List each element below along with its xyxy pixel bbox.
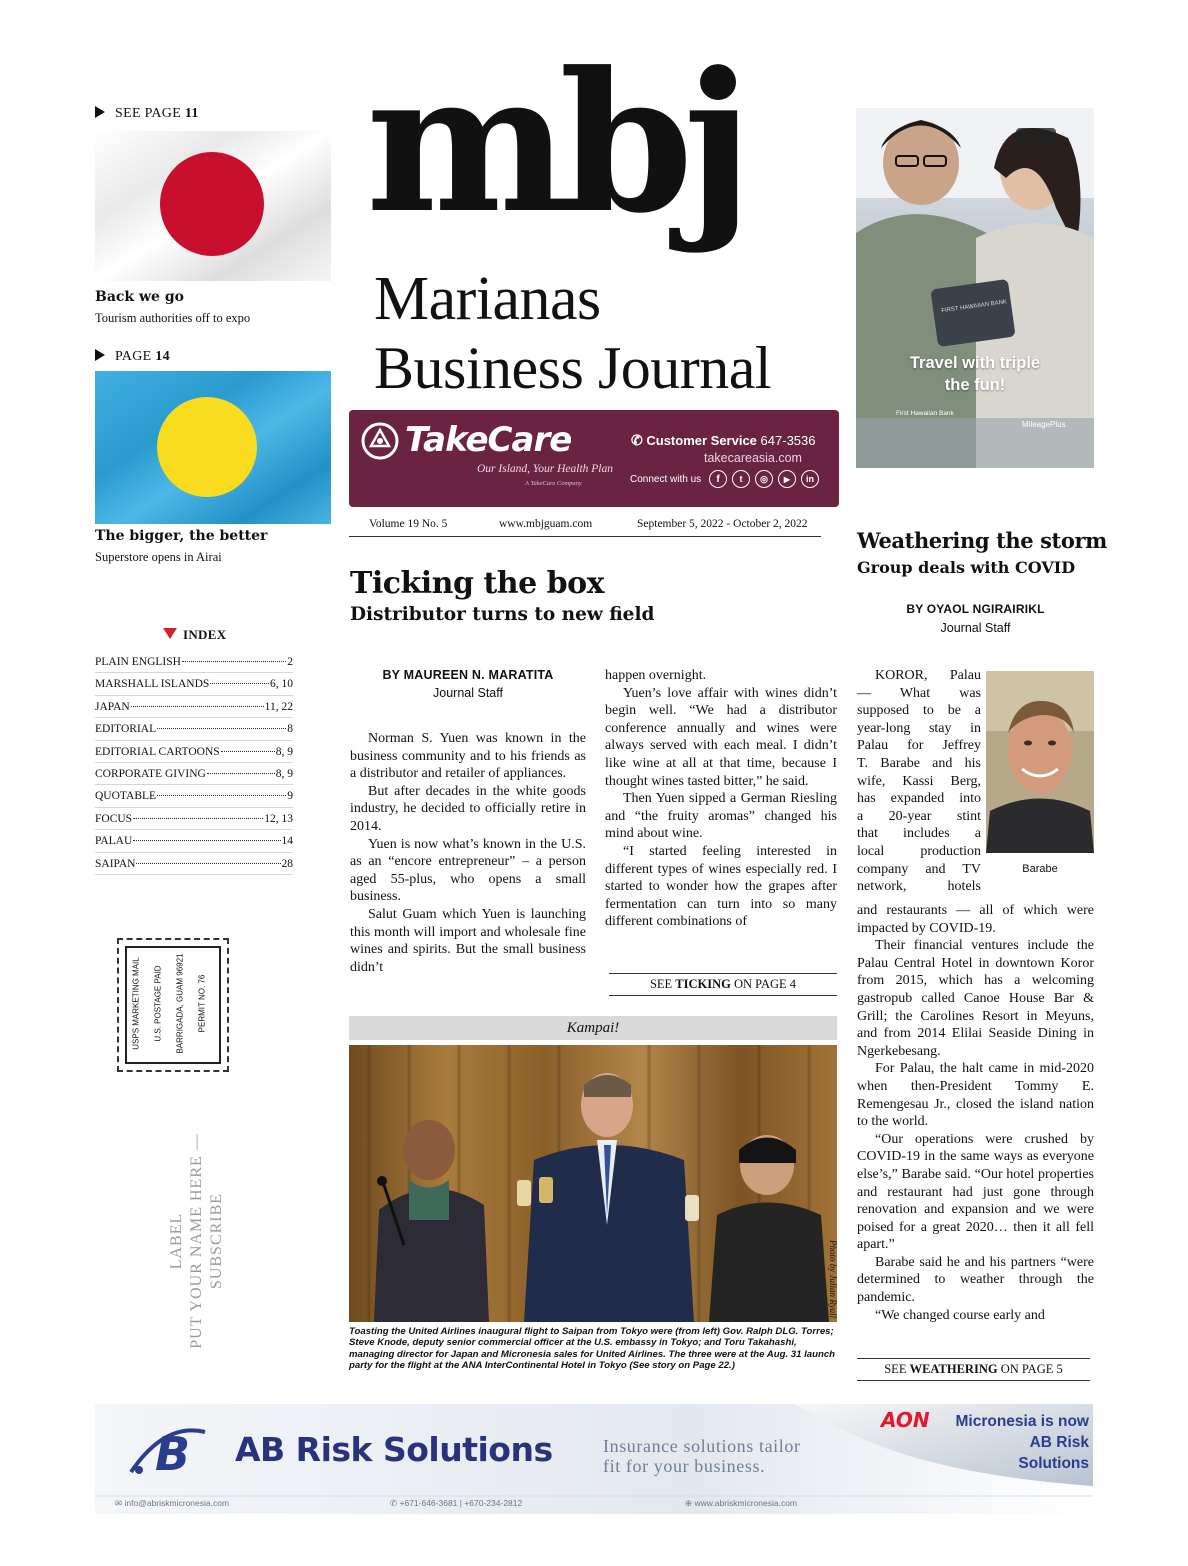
takecare-parent: A TakeCare Company [525, 480, 582, 487]
text-line: T. Barabe and his [857, 755, 981, 771]
masthead-logo[interactable]: mbj [366, 31, 743, 256]
index-entry[interactable]: FOCUS 12, 13 [95, 808, 293, 830]
paragraph-continued: happen overnight. [605, 668, 707, 683]
photo-kampai [349, 1045, 837, 1322]
label-text: LABEL [168, 1212, 185, 1270]
index-entry[interactable]: MARSHALL ISLANDS 6, 10 [95, 673, 293, 695]
index-title: INDEX [163, 627, 226, 643]
story-column-wide [857, 902, 1094, 1324]
ab-risk-notice: AB Risk [1029, 1434, 1089, 1451]
takecare-logo-icon [361, 422, 399, 460]
label-text: SUBSCRIBE [208, 1192, 225, 1290]
index-entry[interactable]: CORPORATE GIVING 8, 9 [95, 763, 293, 785]
stamp-line: PERMIT NO. 76 [197, 974, 207, 1033]
phone-icon: ✆ [631, 432, 643, 448]
twitter-icon[interactable]: t [732, 470, 750, 488]
phone-icon: ✆ [390, 1498, 398, 1508]
byline-block [350, 668, 586, 700]
byline-staff: Journal Staff [433, 686, 503, 700]
svg-text:B: B [155, 1427, 191, 1478]
photo-credit: Photo by Julian Ryall [828, 1240, 838, 1319]
stamp-line: U.S. POSTAGE PAID [153, 965, 163, 1042]
index-entry[interactable]: EDITORIAL 8 [95, 718, 293, 740]
text-line: a 20-year stint [857, 808, 981, 824]
byline: BY OYAOL NGIRAIRIKL [906, 602, 1045, 616]
story-headline[interactable]: Ticking the box [350, 566, 604, 601]
triangle-down-icon [163, 628, 177, 639]
youtube-icon[interactable]: ▶ [778, 470, 796, 488]
paragraph: Salut Guam which Yuen is launching this month will import and wholesale fine wines and spirits. But the small business didn’t [350, 906, 586, 975]
text-line: supposed to be a [857, 703, 981, 719]
travel-ad-headline: Travel with triple [909, 354, 1041, 372]
masthead-name-line1: Marianas [374, 265, 601, 333]
takecare-tagline: Our Island, Your Health Plan [477, 463, 613, 475]
ab-risk-tagline: Insurance solutions tailor [603, 1436, 801, 1456]
text-line: local production [857, 843, 981, 859]
facebook-icon[interactable]: f [709, 470, 727, 488]
label-text: PUT YOUR NAME HERE — [188, 1133, 205, 1349]
story-column-narrow [857, 667, 981, 896]
text-line: KOROR, Palau [875, 668, 981, 683]
takecare-brand: TakeCare [405, 420, 572, 460]
travel-ad-partner: MileagePlus [1022, 420, 1066, 429]
photo-title: Kampai! [566, 1020, 620, 1036]
triangle-right-icon [95, 349, 105, 361]
issue-rule [349, 536, 821, 537]
ab-risk-notice: Solutions [1018, 1455, 1089, 1472]
takecare-connect: Connect with us [630, 474, 702, 485]
ab-risk-tagline: fit for your business. [603, 1456, 766, 1476]
masthead-name-line2: Business Journal [374, 335, 771, 401]
linkedin-icon[interactable]: in [801, 470, 819, 488]
text-line: that includes a [857, 826, 981, 842]
index-entry[interactable]: SAIPAN 28 [95, 853, 293, 875]
story-column-1 [350, 730, 586, 976]
text-line: network, hotels [857, 879, 981, 895]
takecare-website[interactable]: takecareasia.com [704, 451, 802, 465]
story-headline[interactable]: Weathering the storm [857, 528, 1107, 553]
story-subhead: Group deals with COVID [857, 558, 1076, 577]
index-entry[interactable]: QUOTABLE 9 [95, 785, 293, 807]
ab-risk-notice: Micronesia is now [955, 1413, 1089, 1430]
index-entry[interactable]: PALAU 14 [95, 830, 293, 852]
ab-risk-web[interactable]: ⊕ www.abriskmicronesia.com [685, 1498, 797, 1508]
teaser-headline[interactable]: Back we go [95, 289, 184, 305]
ab-risk-email[interactable]: ✉ info@abriskmicronesia.com [115, 1498, 230, 1508]
headshot-barabe [986, 671, 1094, 853]
byline: BY MAUREEN N. MARATITA [382, 668, 554, 682]
paragraph: “Our operations were crushed by COVID-19 in the same ways as everyone else’s,” Barabe said. “Our hotel properties and restaurant had just gone through renovation and expansion and we were poised for a great 2020… then it all fell apart.” [857, 1131, 1094, 1253]
index-entry[interactable]: PLAIN ENGLISH 2 [95, 651, 293, 673]
postage-stamp [117, 938, 229, 1072]
globe-icon: ⊕ [685, 1498, 693, 1508]
text-line: — What was [857, 685, 981, 701]
see-page-14-line[interactable]: PAGE 14 [95, 349, 170, 365]
paragraph: Their financial ventures include the Palau Central Hotel in downtown Koror from 2015, which has a welcoming gastropub called Canoe House Bar & Grill; the Carolines Resort in Meyuns, and from 2014 Elilai Seaside Dining in Ngerkebesang. [857, 938, 1094, 1059]
paragraph-continued: and restaurants — all of which were impacted by COVID-19. [857, 903, 1094, 936]
see-page-11-line[interactable]: SEE PAGE 11 [95, 106, 199, 122]
teaser-headline[interactable]: The bigger, the better [95, 528, 268, 544]
story-subhead: Distributor turns to new field [350, 604, 655, 625]
ab-risk-ad[interactable] [95, 1404, 1093, 1514]
travel-ad-photo [856, 108, 1094, 468]
text-line: wife, Kassi Berg, [857, 773, 981, 789]
teaser-subhead: Tourism authorities off to expo [95, 311, 251, 325]
ab-risk-phone[interactable]: ✆ +671-646-3681 | +670-234-2812 [390, 1498, 523, 1508]
palau-flag-image [95, 371, 331, 524]
triangle-right-icon [95, 106, 105, 118]
index-list [95, 651, 293, 875]
issue-dates: September 5, 2022 - October 2, 2022 [637, 518, 808, 530]
stamp-line: USPS MARKETING MAIL [131, 957, 141, 1050]
takecare-ad[interactable] [349, 410, 839, 507]
social-icons [709, 470, 819, 488]
index-entry[interactable]: EDITORIAL CARTOONS 8, 9 [95, 741, 293, 763]
text-line: year-long stay in [857, 720, 981, 736]
paragraph: But after decades in the white goods industry, he decided to officially retire in 2014. [350, 783, 586, 834]
paragraph: “I started feeling interested in different types of wines especially red. I started to wonder how the grapes after fermentation can turn into so many different combinations of [605, 843, 837, 930]
photo-caption: Toasting the United Airlines inaugural flight to Saipan from Tokyo were (from left) Gov. Ralph DLG. Torres; Steve Knode, deputy senior commercial officer at the U.S. embassy in Tokyo; and Toru Takahashi, managing director for Japan and Micronesia sales for United Airlines. The three were at the Aug. 31 launch party for the flight at the ANA InterContinental Hotel in Tokyo (See story on Page 22.) [349, 1326, 836, 1372]
paragraph: Yuen is now what’s known in the U.S. as an “encore entrepreneur” – a person aged 55-plus, who opens a small business. [350, 836, 586, 905]
text-line: has expanded into [857, 791, 981, 807]
photo-title-bar [349, 1016, 837, 1040]
paragraph: Barabe said he and his partners “were determined to weather through the pandemic. [857, 1254, 1094, 1306]
stamp-line: BARRIGADA, GUAM 96921 [175, 953, 185, 1054]
paragraph: Yuen’s love affair with wines didn’t begin well. “We had a distributor conference annually and wines were always served with each meal. I didn’t like wine at all at that time, because I thought wines tasted bitter,” he said. [605, 685, 837, 789]
instagram-icon[interactable]: ◎ [755, 470, 773, 488]
byline-staff: Journal Staff [940, 621, 1011, 635]
issue-website[interactable]: www.mbjguam.com [499, 518, 593, 530]
email-icon: ✉ [115, 1498, 123, 1508]
travel-ad-bank: First Hawaiian Bank [896, 410, 954, 417]
jump-line-ticking[interactable]: SEE TICKING ON PAGE 4 [609, 973, 837, 996]
teaser-subhead: Superstore opens in Airai [95, 550, 222, 564]
story-column-2 [605, 667, 837, 931]
paragraph: “We changed course early and [875, 1307, 1045, 1323]
travel-ad[interactable] [856, 108, 1094, 468]
ab-risk-brand: AB Risk Solutions [235, 1430, 553, 1469]
paragraph: Norman S. Yuen was known in the business community and to his friends as a distributor and retailer of appliances. [350, 731, 586, 782]
issue-volume: Volume 19 No. 5 [369, 518, 448, 530]
byline-block [857, 602, 1094, 635]
text-line: company and TV [857, 861, 981, 877]
svg-text:FIRST HAWAIIAN BANK: FIRST HAWAIIAN BANK [941, 299, 1008, 315]
aon-logo: AON [881, 1408, 930, 1432]
ab-risk-logo-icon [125, 1422, 215, 1478]
travel-ad-headline: the fun! [944, 376, 1006, 394]
jump-line-weathering[interactable]: SEE WEATHERING ON PAGE 5 [857, 1358, 1090, 1381]
japan-flag-image [95, 131, 331, 281]
text-line: Palau for Jeffrey [857, 738, 981, 754]
paragraph: Then Yuen sipped a German Riesling and “the fruity aromas” changed his mind about wine. [605, 791, 837, 842]
headshot-label: Barabe [1022, 863, 1058, 875]
takecare-service: ✆ Customer Service 647-3536 [631, 432, 816, 448]
paragraph: For Palau, the halt came in mid-2020 when then-President Tommy E. Remengesau Jr., closed the island nation to the world. [857, 1061, 1094, 1130]
index-entry[interactable]: JAPAN 11, 22 [95, 696, 293, 718]
